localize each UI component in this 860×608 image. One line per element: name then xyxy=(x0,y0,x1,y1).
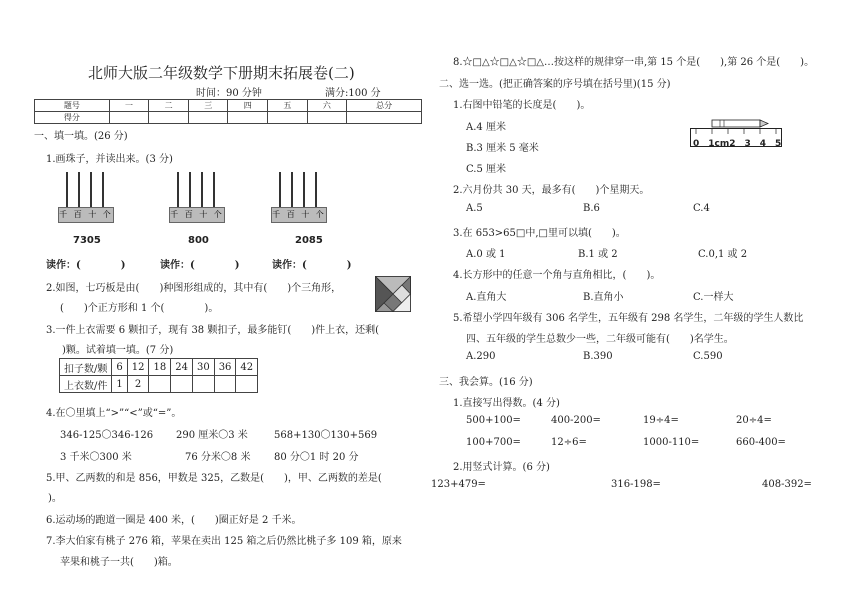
table-cell: 12 xyxy=(127,359,149,376)
abacus-rod xyxy=(213,172,215,208)
read-as-2[interactable]: 读作：( ) xyxy=(160,260,240,271)
table-cell: 1 xyxy=(112,376,127,393)
score-table-header-row xyxy=(35,100,422,112)
calc-item[interactable]: 400-200= xyxy=(551,415,601,426)
compare-item[interactable]: 346-125〇346-126 xyxy=(60,430,154,441)
calc-item[interactable]: 100+700= xyxy=(466,437,521,448)
calc-item[interactable]: 12÷6= xyxy=(551,437,587,448)
calc-question-2: 2.用竖式计算。(6 分) xyxy=(453,462,550,473)
score-input-cell[interactable] xyxy=(149,112,189,124)
table-input-cell[interactable] xyxy=(171,376,193,393)
choice-question-5-line-2: 四、五年级的学生总数少一些，二年级可能有( )名学生。 xyxy=(466,334,734,345)
score-table xyxy=(34,99,422,124)
section-3-heading: 三、我会算。(16 分) xyxy=(439,377,533,388)
choice-question-2: 2.六月份共 30 天，最多有( )个星期天。 xyxy=(453,185,650,196)
question-4: 4.在〇里填上“>”“<”或“=”。 xyxy=(46,408,182,419)
read-as-1[interactable]: 读作：( ) xyxy=(46,260,126,271)
compare-item[interactable]: 76 分米〇8 米 xyxy=(185,452,251,463)
compare-item[interactable]: 568+130〇130+569 xyxy=(274,430,378,441)
abacus-base: 千 百 十 个 xyxy=(271,207,327,223)
vertical-calc-item[interactable]: 408-392= xyxy=(762,479,812,490)
option-c[interactable]: C.590 xyxy=(693,351,723,362)
score-cell: 二 xyxy=(149,100,189,112)
tangram-icon xyxy=(375,276,411,312)
score-input-cell[interactable] xyxy=(307,112,347,124)
option-a[interactable]: A.4 厘米 xyxy=(466,122,506,133)
compare-item[interactable]: 80 分〇1 时 20 分 xyxy=(274,452,359,463)
table-cell: 42 xyxy=(236,359,258,376)
table-cell: 18 xyxy=(149,359,171,376)
calc-item[interactable]: 500+100= xyxy=(466,415,521,426)
option-b[interactable]: B.390 xyxy=(583,351,613,362)
score-cell: 六 xyxy=(307,100,347,112)
abacus-rod xyxy=(315,172,317,208)
abacus-rod xyxy=(66,172,68,208)
table-cell: 36 xyxy=(214,359,236,376)
abacus-rod xyxy=(78,172,80,208)
abacus-rod xyxy=(291,172,293,208)
question-5-line-2: )。 xyxy=(48,493,62,504)
option-a[interactable]: A.0 或 1 xyxy=(466,249,506,260)
abacus-base: 千 百 十 个 xyxy=(58,207,114,223)
table-cell: 24 xyxy=(171,359,193,376)
table-cell: 30 xyxy=(192,359,214,376)
abacus-rod xyxy=(201,172,203,208)
option-a[interactable]: A.290 xyxy=(466,351,496,362)
read-as-3[interactable]: 读作：( ) xyxy=(272,260,352,271)
question-8: 8.☆□△☆□△☆□△…按这样的规律穿一串,第 15 个是( ),第 26 个是( )。 xyxy=(453,57,815,68)
ruler-figure xyxy=(690,118,782,148)
score-input-cell[interactable] xyxy=(268,112,308,124)
buttons-table xyxy=(59,358,258,393)
table-cell: 扣子数/颗 xyxy=(60,359,112,376)
option-b[interactable]: B.直角小 xyxy=(583,292,624,303)
option-b[interactable]: B.3 厘米 5 毫米 xyxy=(466,143,539,154)
question-6: 6.运动场的跑道一圈是 400 米，( )圈正好是 2 千米。 xyxy=(46,515,302,526)
score-input-cell[interactable] xyxy=(347,112,422,124)
score-cell: 四 xyxy=(228,100,268,112)
option-c[interactable]: C.4 xyxy=(693,203,710,214)
score-cell: 一 xyxy=(109,100,149,112)
score-cell: 五 xyxy=(268,100,308,112)
table-input-cell[interactable] xyxy=(236,376,258,393)
exam-full-score: 满分:100 分 xyxy=(325,88,381,99)
question-3-line-1: 3.一件上衣需要 6 颗扣子，现有 38 颗扣子，最多能钉( )件上衣，还剩( xyxy=(46,325,380,336)
question-2-line-1: 2.如图，七巧板是由( )种图形组成的，其中有( )个三角形， xyxy=(46,283,342,294)
score-cell: 总分 xyxy=(347,100,422,112)
vertical-calc-item[interactable]: 316-198= xyxy=(611,479,661,490)
calc-item[interactable]: 1000-110= xyxy=(643,437,700,448)
table-input-cell[interactable] xyxy=(149,376,171,393)
section-2-heading: 二、选一选。(把正确答案的序号填在括号里)(15 分) xyxy=(439,79,671,90)
abacus-rod xyxy=(90,172,92,208)
question-1: 1.画珠子，并读出来。(3 分) xyxy=(46,154,173,165)
table-input-cell[interactable] xyxy=(192,376,214,393)
score-cell: 得分 xyxy=(35,112,110,124)
option-a[interactable]: A.5 xyxy=(466,203,483,214)
ruler-label: 0 1cm2 3 4 5 xyxy=(693,139,782,149)
calc-item[interactable]: 660-400= xyxy=(736,437,786,448)
abacus-number-2: 800 xyxy=(188,235,209,246)
option-b[interactable]: B.6 xyxy=(583,203,600,214)
abacus-rod xyxy=(189,172,191,208)
choice-question-3: 3.在 653>65□中,□里可以填( )。 xyxy=(453,228,626,239)
question-2-line-2: ( )个正方形和 1 个( )。 xyxy=(60,303,219,314)
score-cell: 题号 xyxy=(35,100,110,112)
table-row xyxy=(60,359,258,376)
abacus-base: 千 百 十 个 xyxy=(169,207,225,223)
question-3-line-2: )颗。试着填一填。(7 分) xyxy=(62,345,174,356)
abacus-rod xyxy=(177,172,179,208)
table-cell: 上衣数/件 xyxy=(60,376,112,393)
score-input-cell[interactable] xyxy=(109,112,149,124)
choice-question-4: 4.长方形中的任意一个角与直角相比，( )。 xyxy=(453,270,661,281)
abacus-rod xyxy=(303,172,305,208)
score-input-cell[interactable] xyxy=(228,112,268,124)
option-b[interactable]: B.1 或 2 xyxy=(578,249,618,260)
score-cell: 三 xyxy=(188,100,228,112)
table-cell: 6 xyxy=(112,359,127,376)
choice-question-5-line-1: 5.希望小学四年级有 306 名学生，五年级有 298 名学生，二年级的学生人数比 xyxy=(453,313,804,324)
section-1-heading: 一、填一填。(26 分) xyxy=(34,131,128,142)
table-row xyxy=(60,376,258,393)
table-input-cell[interactable] xyxy=(214,376,236,393)
calc-question-1: 1.直接写出得数。(4 分) xyxy=(453,398,560,409)
abacus-rod xyxy=(279,172,281,208)
exam-time: 时间：90 分钟 xyxy=(196,88,262,99)
abacus-number-1: 7305 xyxy=(73,235,101,246)
score-input-cell[interactable] xyxy=(188,112,228,124)
question-5-line-1: 5.甲、乙两数的和是 856，甲数是 325，乙数是( )，甲、乙两数的差是( xyxy=(46,473,382,484)
calc-item[interactable]: 19÷4= xyxy=(643,415,679,426)
compare-item[interactable]: 290 厘米〇3 米 xyxy=(176,430,248,441)
option-c[interactable]: C.一样大 xyxy=(693,292,734,303)
option-c[interactable]: C.5 厘米 xyxy=(466,164,507,175)
calc-item[interactable]: 20÷4= xyxy=(736,415,772,426)
choice-question-1: 1.右图中铅笔的长度是( )。 xyxy=(453,100,591,111)
option-c[interactable]: C.0,1 或 2 xyxy=(698,249,748,260)
table-cell: 2 xyxy=(127,376,149,393)
option-a[interactable]: A.直角大 xyxy=(466,292,507,303)
page-title: 北师大版二年级数学下册期末拓展卷(二) xyxy=(88,64,355,82)
abacus-number-3: 2085 xyxy=(295,235,323,246)
vertical-calc-item[interactable]: 123+479= xyxy=(431,479,486,490)
question-7-line-1: 7.李大伯家有桃子 276 箱，苹果在卖出 125 箱之后仍然比桃子多 109 箱，原来 xyxy=(46,536,402,547)
abacus-rod xyxy=(102,172,104,208)
question-7-line-2: 苹果和桃子一共( )箱。 xyxy=(60,557,178,568)
compare-item[interactable]: 3 千米〇300 米 xyxy=(60,452,132,463)
score-table-score-row xyxy=(35,112,422,124)
